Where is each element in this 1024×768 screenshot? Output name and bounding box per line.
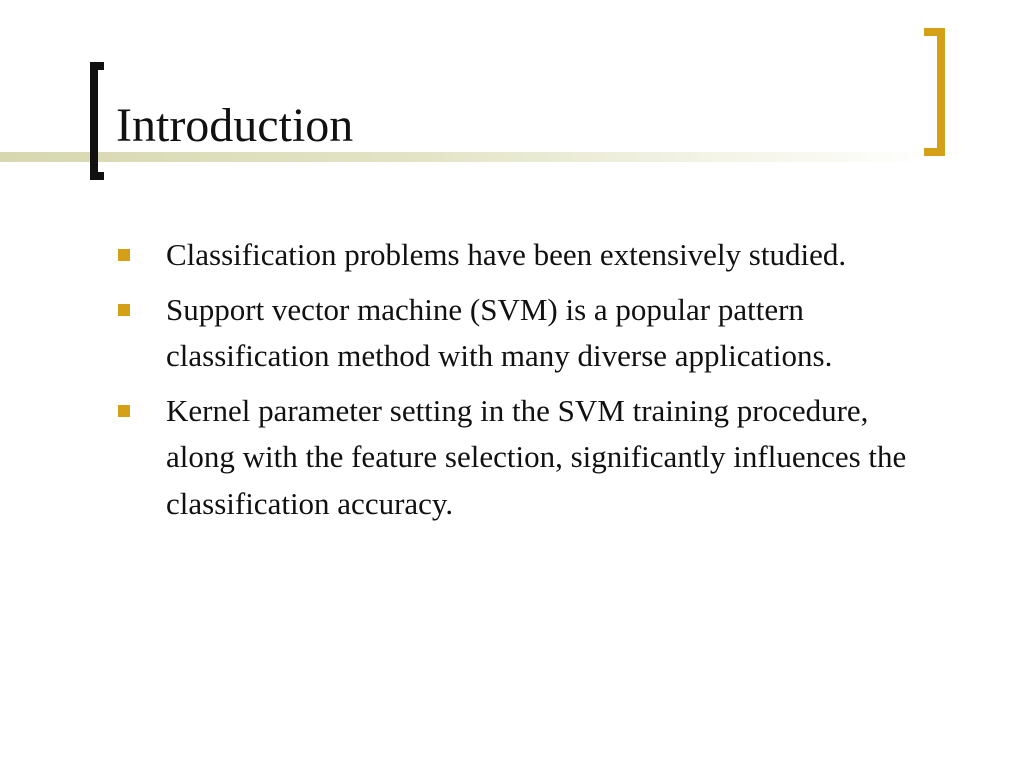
bullet-item (118, 388, 948, 528)
square-bullet-icon (118, 304, 130, 316)
bullet-item (118, 287, 948, 380)
bullet-item (118, 232, 948, 279)
right-bracket-decoration (924, 28, 945, 156)
bullet-text: Classification problems have been extensively studied. (166, 237, 847, 272)
bullet-text: Support vector machine (SVM) is a popular pattern classification method with many diverse applications. (166, 291, 833, 373)
square-bullet-icon (118, 249, 130, 261)
square-bullet-icon (118, 405, 130, 417)
bullet-text: Kernel parameter setting in the SVM training procedure, along with the feature selection, significantly influences the classification accuracy. (166, 392, 907, 521)
bullet-list (118, 232, 948, 535)
slide-title: Introduction (116, 99, 354, 152)
left-bracket-decoration (90, 62, 104, 180)
title-rule (0, 152, 940, 162)
